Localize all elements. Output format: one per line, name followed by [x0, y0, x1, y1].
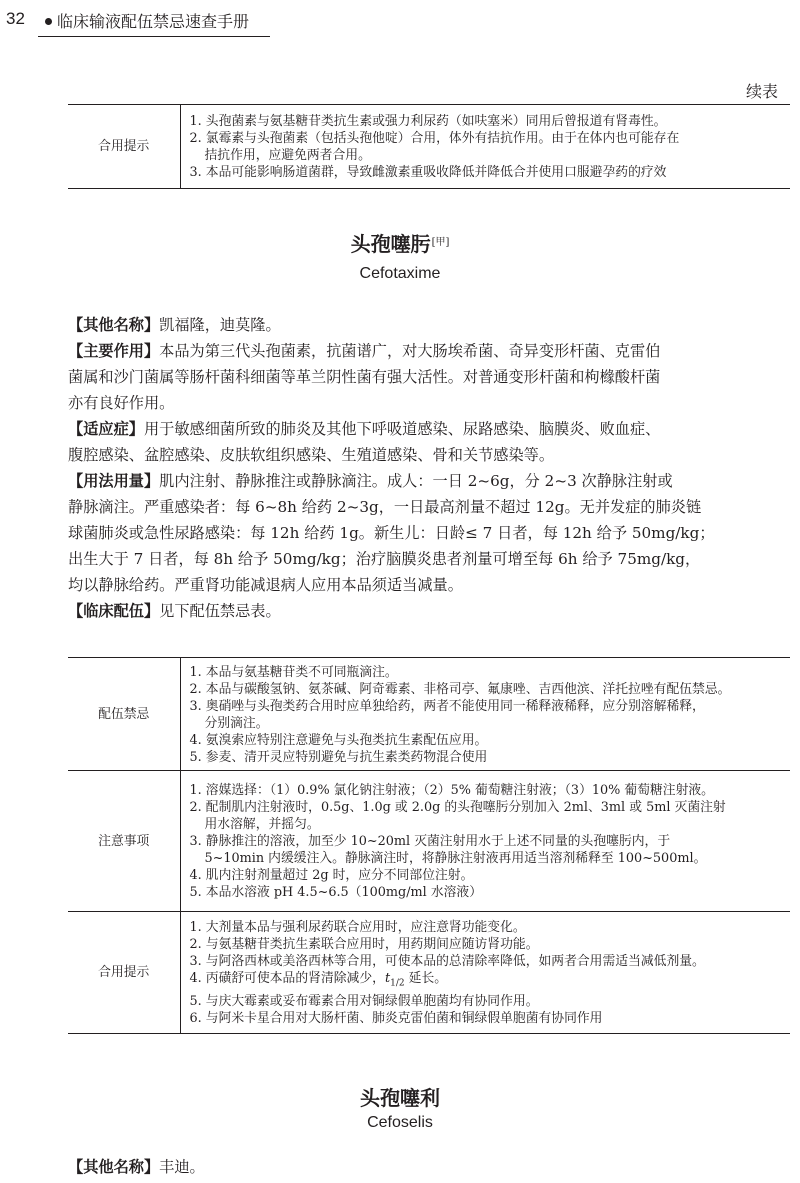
- section-tag: 【其他名称】: [68, 316, 160, 334]
- page-number: 32: [6, 9, 25, 28]
- section-text: 凯福隆，迪莫隆。: [159, 316, 281, 334]
- section-text: 均以静脉给药。严重肾功能减退病人应用本品须适当减量。: [68, 576, 463, 594]
- section-text: 球菌肺炎或急性尿路感染：每 12h 给药 1g。新生儿：日龄≤ 7 日者，每 12h 给予 50mg/kg；: [68, 524, 715, 542]
- table-line: 4. 肌内注射剂量超过 2g 时，应分不同部位注射。: [189, 868, 474, 883]
- table-line: 1. 本品与氨基糖苷类不可同瓶滴注。: [189, 664, 398, 680]
- row-content: [180, 105, 790, 189]
- section-tag: 【适应症】: [68, 420, 144, 438]
- continued-label: 续表: [745, 82, 778, 101]
- section-text: 见下配伍禁忌表。: [159, 602, 281, 620]
- table-line: 2. 氯霉素与头孢菌素（包括头孢他啶）合用，体外有拮抗作用。由于在体内也可能存在: [189, 131, 680, 146]
- row-label: 合用提示: [68, 912, 180, 1034]
- row-label: 合用提示: [68, 105, 180, 189]
- drug-heading-en: [0, 263, 800, 283]
- row-content: [180, 658, 790, 771]
- drug-name-cn: 头孢噻利: [360, 1086, 440, 1110]
- drug-heading: [0, 228, 800, 257]
- table-line: 5~10min 内缓缓注入。静脉滴注时，将静脉注射液再用适当溶剂稀释至 100~500ml。: [204, 851, 707, 866]
- table-row: [68, 912, 790, 1034]
- table-line: 3. 奥硝唑与头孢类药合用时应单独给药，两者不能使用同一稀释液稀释，应分别溶解稀释，: [189, 698, 705, 714]
- section-dosage: [68, 468, 792, 598]
- section-text: 亦有良好作用。: [68, 394, 175, 412]
- table-line: 2. 本品与碳酸氢钠、氨茶碱、阿奇霉素、非格司亭、氟康唑、吉西他滨、洋托拉唑有配伍禁忌。: [189, 681, 731, 697]
- table-line: 5. 与庆大霉素或妥布霉素合用对铜绿假单胞菌均有协同作用。: [189, 993, 539, 1009]
- section-other-names: [68, 312, 792, 338]
- compatibility-table: [68, 657, 790, 1034]
- drug-body: [68, 1154, 792, 1180]
- section-tag: 【用法用量】: [68, 472, 160, 490]
- running-header: [0, 0, 800, 40]
- table-line: 5. 参麦、清开灵应特别避免与抗生素类药物混合使用: [189, 749, 488, 765]
- table-line: 拮抗作用，应避免两者合用。: [204, 148, 371, 163]
- section-text: 肌内注射、静脉推注或静脉滴注。成人：一日 2~6g，分 2~3 次静脉注射或: [159, 472, 673, 490]
- section-tag: 【主要作用】: [68, 342, 160, 360]
- drug-name-cn: 头孢噻肟: [350, 232, 431, 256]
- row-content: [180, 912, 790, 1034]
- table-line: 用水溶解，并摇匀。: [204, 817, 320, 832]
- row-label: 注意事项: [68, 771, 180, 912]
- header-rule: [38, 36, 270, 37]
- book-title: 临床输液配伍禁忌速查手册: [57, 12, 250, 31]
- drug-class-mark: [甲]: [431, 236, 450, 248]
- table-line: 3. 本品可能影响肠道菌群，导致雌激素重吸收降低并降低合并使用口服避孕药的疗效: [189, 165, 667, 180]
- table-line: 1. 头孢菌素与氨基糖苷类抗生素或强力利尿药（如呋塞米）同用后曾报道有肾毒性。: [189, 114, 667, 129]
- bullet-icon: [45, 18, 52, 25]
- table-row: [68, 771, 790, 912]
- table-line: 4. 丙磺舒可使本品的肾清除减少，$t_{1/2}$ 延长。: [189, 971, 448, 989]
- section-tag: 【临床配伍】: [68, 602, 160, 620]
- section-compatibility: [68, 598, 792, 624]
- section-text: 丰迪。: [159, 1158, 205, 1176]
- table-row: [68, 658, 790, 771]
- section-indications: [68, 416, 792, 468]
- table-line: 1. 溶媒选择：（1）0.9% 氯化钠注射液；（2）5% 葡萄糖注射液；（3）10% 葡萄糖注射液。: [189, 783, 714, 798]
- table-row: [68, 105, 790, 189]
- section-text: 腹腔感染、盆腔感染、皮肤软组织感染、生殖道感染、骨和关节感染等。: [68, 446, 554, 464]
- drug-heading-en: [0, 1112, 800, 1132]
- table-line: 3. 与阿洛西林或美洛西林等合用，可使本品的总清除率降低，如两者合用需适当减低剂量。: [189, 954, 705, 970]
- section-text: 出生大于 7 日者，每 8h 给予 50mg/kg；治疗脑膜炎患者剂量可增至每 6h 给予 75mg/kg，: [68, 550, 701, 568]
- table-line: 6. 与阿米卡星合用对大肠杆菌、肺炎克雷伯菌和铜绿假单胞菌有协同作用: [189, 1010, 603, 1026]
- table-line: 2. 配制肌内注射液时，0.5g、1.0g 或 2.0g 的头孢噻肟分别加入 2ml、3ml 或 5ml 灭菌注射: [189, 800, 726, 815]
- continued-table: [68, 104, 790, 189]
- section-text: 菌属和沙门菌属等肠杆菌科细菌等革兰阴性菌有强大活性。对普通变形杆菌和枸橼酸杆菌: [68, 368, 661, 386]
- drug-body: [68, 312, 792, 624]
- table-line: 3. 静脉推注的溶液，加至少 10~20ml 灭菌注射用水于上述不同量的头孢噻肟内，于: [189, 834, 671, 849]
- drug-name-en: Cefoselis: [367, 1114, 433, 1131]
- section-other-names: [68, 1154, 792, 1180]
- section-text: 用于敏感细菌所致的肺炎及其他下呼吸道感染、尿路感染、脑膜炎、败血症、: [143, 420, 661, 438]
- section-tag: 【其他名称】: [68, 1158, 160, 1176]
- table-line: 1. 大剂量本品与强利尿药联合应用时，应注意肾功能变化。: [189, 920, 526, 936]
- drug-name-en: Cefotaxime: [359, 265, 441, 282]
- table-line: 分别滴注。: [204, 715, 269, 731]
- table-line: 5. 本品水溶液 pH 4.5~6.5（100mg/ml 水溶液）: [189, 885, 483, 900]
- section-main-action: [68, 338, 792, 416]
- drug-heading: [0, 1082, 800, 1111]
- table-line: 4. 氨溴索应特别注意避免与头孢类抗生素配伍应用。: [189, 732, 488, 748]
- section-text: 静脉滴注。严重感染者：每 6~8h 给药 2~3g，一日最高剂量不超过 12g。无并发症的肺炎链: [68, 498, 702, 516]
- section-text: 本品为第三代头孢菌素，抗菌谱广，对大肠埃希菌、奇异变形杆菌、克雷伯: [159, 342, 661, 360]
- table-line: 2. 与氨基糖苷类抗生素联合应用时，用药期间应随访肾功能。: [189, 937, 539, 953]
- row-label: 配伍禁忌: [68, 658, 180, 771]
- row-content: [180, 771, 790, 912]
